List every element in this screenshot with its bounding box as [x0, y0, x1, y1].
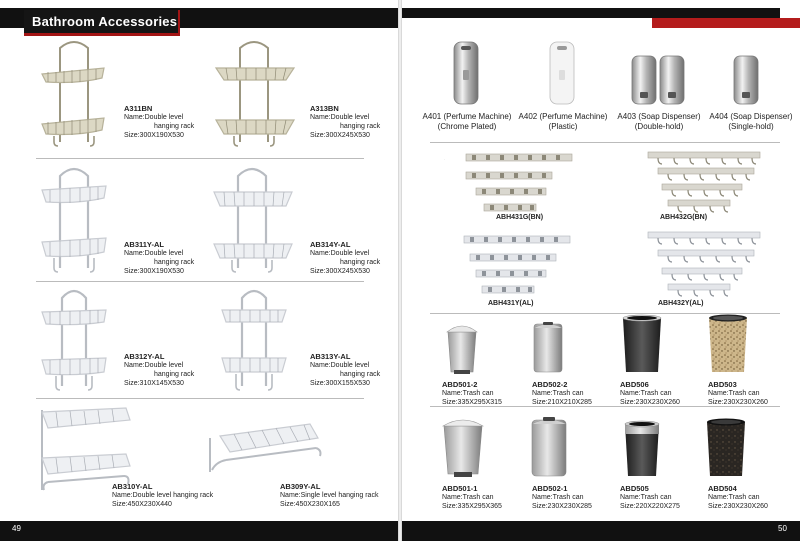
product-code: AB311Y-AL: [124, 240, 165, 249]
product-size: Size:300X155X530: [310, 380, 370, 387]
caption-a402: [515, 112, 611, 132]
shelf-image-ab309y-al: [206, 420, 324, 476]
product-size: Size:220X220X275: [620, 503, 680, 510]
product-label-ab314y-al: [310, 240, 380, 276]
product-label-ab311y-al: [124, 240, 194, 276]
product-label-abd502-2: [532, 380, 592, 407]
product-code: A311BN: [124, 104, 153, 113]
caption-line: (Double-hold): [634, 122, 684, 131]
hook-rack-image-abh431g-bn: [440, 148, 580, 218]
product-name: Name:Double level: [310, 114, 370, 121]
rack-image-ab314y-al: [210, 164, 296, 276]
product-label-ab312y-al: [124, 352, 194, 388]
product-label-abd502-1: [532, 484, 592, 511]
caption-a404: [704, 112, 798, 132]
trash-can-image-abd504: [704, 416, 748, 480]
caption-line: (Chrome Plated): [437, 122, 497, 131]
product-size: Size:230X230X260: [620, 399, 680, 406]
product-size: Size:230X230X285: [532, 503, 592, 510]
svg-text:.: .: [444, 157, 445, 161]
hook-code-abh432g-bn: ABH432G(BN): [660, 214, 708, 221]
product-label-abd501-1: [442, 484, 502, 511]
product-name-cont: hanging rack: [340, 371, 381, 378]
product-code: ABD502-2: [532, 380, 568, 389]
row-divider: [36, 158, 364, 159]
caption-line: (Plastic): [548, 122, 578, 131]
row-divider: [430, 406, 780, 407]
product-name-cont: hanging rack: [154, 123, 195, 130]
product-label-a311bn: [124, 104, 194, 140]
product-name: Name:Trash can: [708, 390, 760, 397]
product-size: Size:210X210X285: [532, 399, 592, 406]
product-label-ab309y-al: [280, 482, 378, 509]
trash-can-image-abd502-1: [528, 412, 570, 478]
header-bar-right: [402, 8, 780, 18]
product-label-abd503: [708, 380, 768, 407]
product-code: AB309Y-AL: [280, 482, 321, 491]
row-divider: [36, 398, 364, 399]
product-name: Name:Trash can: [708, 494, 760, 501]
product-code: AB313Y-AL: [310, 352, 351, 361]
product-code: ABD505: [620, 484, 649, 493]
product-size: Size:335X295X315: [442, 399, 502, 406]
product-name: Name:Trash can: [620, 494, 672, 501]
rack-image-a313bn: [212, 38, 298, 150]
product-label-abd506: [620, 380, 680, 407]
page-number-right: 50: [778, 524, 787, 533]
product-code: ABD502-1: [532, 484, 568, 493]
product-name: Name:Double level: [124, 362, 184, 369]
product-label-abd505: [620, 484, 680, 511]
trash-can-image-abd506: [620, 314, 664, 376]
page-gutter: [398, 0, 402, 541]
hook-code-abh431y-al: ABH431Y(AL): [488, 300, 534, 307]
product-label-abd501-2: [442, 380, 502, 407]
product-code: ABD504: [708, 484, 737, 493]
caption-line: A404 (Soap Dispenser): [709, 112, 793, 121]
hook-rack-image-abh431y-al: [440, 228, 580, 300]
product-code: ABD501-2: [442, 380, 478, 389]
product-name: Name:Double level: [310, 362, 370, 369]
caption-line: A402 (Perfume Machine): [518, 112, 608, 121]
caption-line: (Single-hold): [728, 122, 774, 131]
perfume-machine-image-a401: [452, 40, 480, 106]
product-code: ABD501-1: [442, 484, 478, 493]
product-size: Size:230X230X260: [708, 399, 768, 406]
product-code: ABD506: [620, 380, 649, 389]
product-size: Size:230X230X260: [708, 503, 768, 510]
page-number-left: 49: [12, 524, 21, 533]
row-divider: [36, 281, 364, 282]
rack-image-ab313y-al: [218, 286, 290, 394]
product-size: Size:450X230X165: [280, 501, 340, 508]
product-name: Name:Trash can: [620, 390, 672, 397]
row-divider: [430, 142, 780, 143]
product-name: Name:Trash can: [532, 494, 584, 501]
product-size: Size:300X245X530: [310, 132, 370, 139]
hook-rack-image-abh432y-al: [628, 228, 768, 300]
trash-can-image-abd501-2: [444, 320, 480, 376]
product-code: AB312Y-AL: [124, 352, 165, 361]
product-size: Size:450X230X440: [112, 501, 172, 508]
product-name: Name:Single level hanging rack: [280, 492, 379, 499]
caption-a401: [420, 112, 514, 132]
product-name: Name:Double level: [124, 114, 184, 121]
footer-bar-left: [0, 521, 398, 541]
product-size: Size:300X245X530: [310, 268, 370, 275]
trash-can-image-abd505: [622, 420, 662, 480]
product-code: A313BN: [310, 104, 339, 113]
product-size: Size:310X145X530: [124, 380, 184, 387]
product-name-cont: hanging rack: [340, 259, 381, 266]
product-label-ab310y-al: [112, 482, 213, 509]
soap-dispenser-image-a404: [732, 52, 760, 108]
product-name: Name:Double level hanging rack: [112, 492, 214, 499]
product-name-cont: hanging rack: [154, 259, 195, 266]
product-label-a313bn: [310, 104, 380, 140]
product-name: Name:Trash can: [442, 390, 494, 397]
trash-can-image-abd503: [706, 312, 750, 376]
rack-image-ab311y-al: [38, 164, 110, 276]
product-label-ab313y-al: [310, 352, 380, 388]
trash-can-image-abd502-2: [530, 318, 566, 376]
perfume-machine-image-a402: [548, 40, 576, 106]
product-name: Name:Double level: [124, 250, 184, 257]
trash-can-image-abd501-1: [440, 414, 486, 480]
section-title: Bathroom Accessories: [32, 14, 178, 29]
product-code: AB310Y-AL: [112, 482, 153, 491]
hook-code-abh432y-al: ABH432Y(AL): [658, 300, 704, 307]
product-size: Size:300X190X530: [124, 132, 184, 139]
product-name: Name:Trash can: [442, 494, 494, 501]
hook-rack-image-abh432g-bn: [628, 148, 768, 218]
caption-a403: [612, 112, 706, 132]
caption-line: A401 (Perfume Machine): [422, 112, 512, 121]
hook-code-abh431g-bn: ABH431G(BN): [496, 214, 544, 221]
footer-bar-right: [402, 521, 800, 541]
header-accent-stripe: [652, 18, 800, 28]
rack-image-a311bn: [38, 38, 110, 150]
soap-dispenser-image-a403: [630, 52, 686, 108]
product-name: Name:Double level: [310, 250, 370, 257]
product-size: Size:335X295X365: [442, 503, 502, 510]
product-name: Name:Trash can: [532, 390, 584, 397]
product-name-cont: hanging rack: [154, 371, 195, 378]
product-label-abd504: [708, 484, 768, 511]
product-code: AB314Y-AL: [310, 240, 351, 249]
product-code: ABD503: [708, 380, 737, 389]
product-name-cont: hanging rack: [340, 123, 381, 130]
rack-image-ab312y-al: [38, 286, 110, 394]
product-size: Size:300X190X530: [124, 268, 184, 275]
caption-line: A403 (Soap Dispenser): [617, 112, 701, 121]
